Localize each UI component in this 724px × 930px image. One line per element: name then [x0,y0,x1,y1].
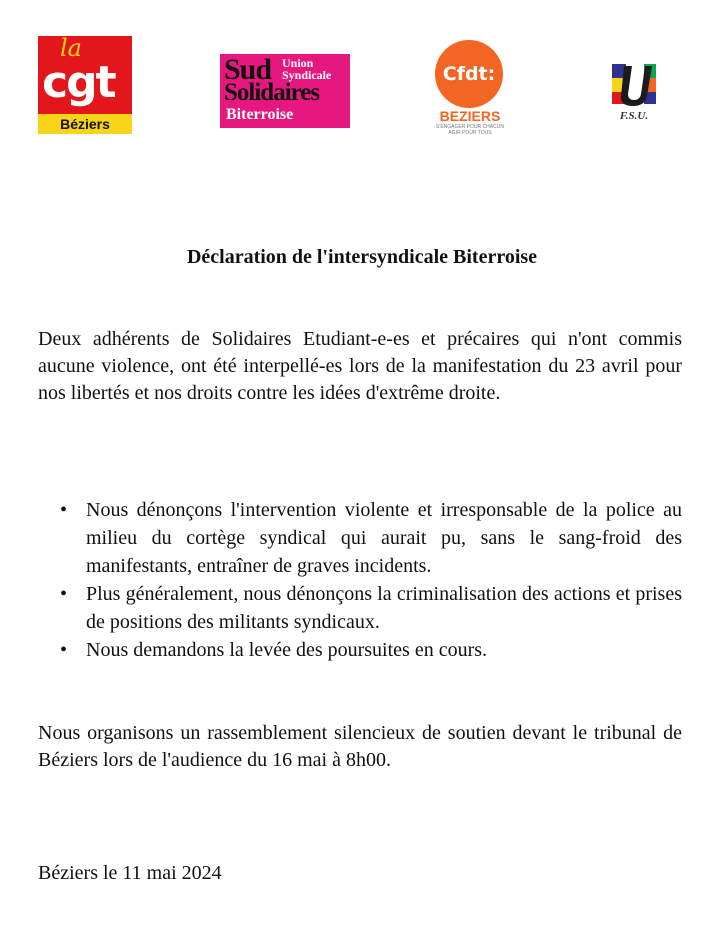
cfdt-name: Cfdt: [442,63,496,85]
fsu-mark-icon [610,60,658,108]
closing-paragraph: Nous organisons un rassemblement silencieux de soutien devant le tribunal de Béziers lors de l'audience du 16 mai à 8h00. [38,722,682,771]
solidaires-name: Solidaires [224,79,320,106]
sud-word: Sud [224,53,272,86]
cfdt-beziers-logo [430,40,510,140]
cgt-beziers-logo [38,36,132,134]
intro-paragraph: Deux adhérents de Solidaires Etudiant-e-es et précaires qui n'ont commis aucune violence, ont été interpellé-es lors de la manifestation du 23 avril pour nos libertés et nos droits contre les idées d'extrême droite. [38,328,682,404]
cfdt-tagline: S'ENGAGER POUR CHACUN AGIR POUR TOUS [436,124,504,136]
union-syndicale-text: Union Syndicale [282,56,332,82]
cgt-name: cgt [42,57,115,108]
list-item: • Nous demandons la levée des poursuites en cours. [86,636,682,664]
fsu-name: F.S.U. [619,110,649,122]
declaration-title: Déclaration de l'intersyndicale Biterroise [186,246,538,268]
solidaires-biterroise-logo [220,54,350,128]
cfdt-city: BEZIERS [439,108,501,124]
cgt-city: Béziers [60,116,110,132]
cgt-la-text: la [60,34,82,62]
date-line: Béziers le 11 mai 2024 [38,862,222,884]
solidaires-city: Biterroise [226,106,294,123]
fsu-logo [606,58,662,126]
list-item: • Plus généralement, nous dénonçons la criminalisation des actions et prises de positions des militants syndicaux. [86,580,682,636]
list-item: • Nous dénonçons l'intervention violente et irresponsable de la police au milieu du cortège syndical qui aurait pu, sans le sang-froid des manifestants, entraîner de graves incidents. [86,496,682,580]
demands-list [38,496,682,664]
